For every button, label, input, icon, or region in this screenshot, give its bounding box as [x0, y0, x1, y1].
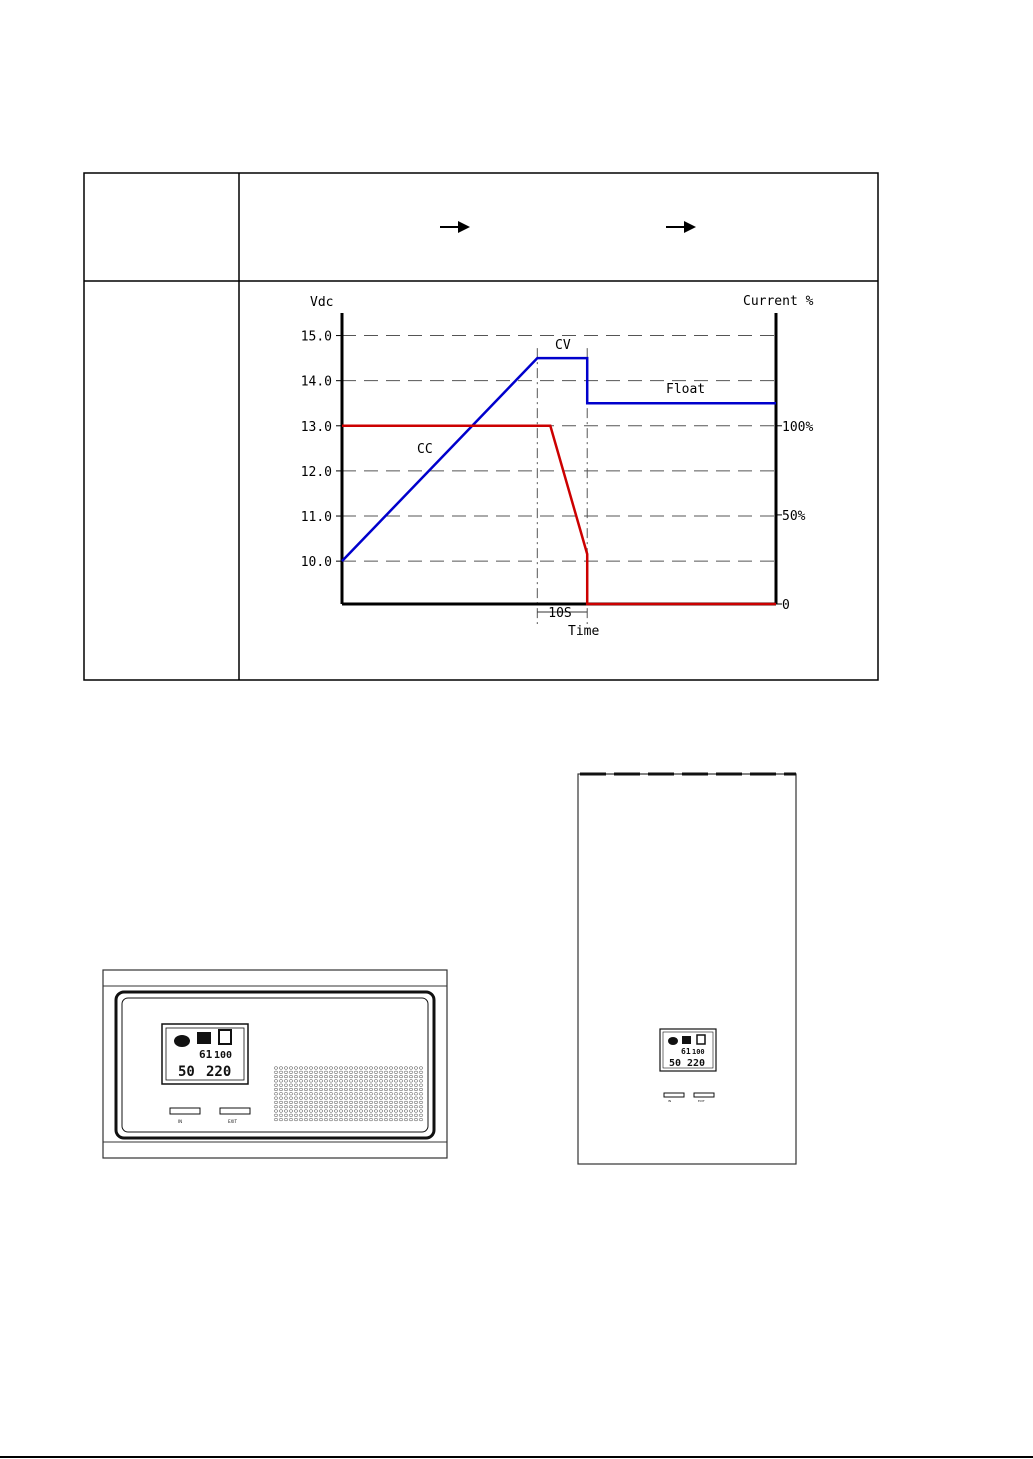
left-tick-label: 13.0 [300, 419, 332, 435]
lcd-row2b: 220 [206, 1064, 232, 1080]
right-tick-label: 0 [782, 598, 790, 613]
left-axis-title: Vdc [310, 295, 334, 310]
x-axis-title: Time [568, 624, 600, 639]
left-tick-label: 14.0 [300, 374, 332, 390]
front-panel-device [100, 968, 452, 1162]
lcd-row1: 61 [199, 1048, 213, 1061]
battery-icon [682, 1036, 691, 1044]
lcd-screen [162, 1024, 248, 1084]
stage-label: Float [666, 382, 706, 397]
brand-logo-icon [668, 1037, 678, 1045]
lcd-row1b: 100 [692, 1048, 705, 1056]
lcd-row2a: 50 [669, 1058, 682, 1069]
right-tick-label: 100% [782, 419, 814, 435]
chart-series [342, 358, 776, 604]
lcd-screen [660, 1029, 716, 1071]
brand-logo-icon [174, 1035, 190, 1047]
chart-gridlines [342, 336, 776, 624]
left-tick-label: 10.0 [300, 555, 332, 571]
stage-label: CV [555, 338, 571, 353]
interval-label: 10S [548, 606, 572, 621]
charging-chart [0, 0, 1033, 700]
button-in-label: IN [668, 1099, 672, 1103]
series-line [342, 426, 776, 604]
page-bottom-rule [0, 1456, 1033, 1458]
button-exit-label: EXIT [228, 1119, 237, 1124]
left-tick-label: 15.0 [300, 329, 332, 345]
left-tick-label: 12.0 [300, 464, 332, 480]
button-in-label: IN [178, 1119, 183, 1124]
lcd-row1b: 100 [214, 1050, 233, 1061]
right-axis-title: Current % [743, 294, 814, 309]
battery-icon [197, 1032, 211, 1044]
lcd-row2a: 50 [178, 1064, 195, 1080]
stage-label: CC [417, 442, 433, 457]
tower-device [576, 771, 800, 1167]
chart-labels [301, 294, 814, 639]
button-exit-label: EXIT [698, 1099, 705, 1103]
lcd-row1: 61 [681, 1047, 691, 1056]
lcd-row2b: 220 [687, 1058, 706, 1069]
right-tick-label: 50% [782, 508, 806, 524]
left-tick-label: 11.0 [300, 510, 332, 526]
